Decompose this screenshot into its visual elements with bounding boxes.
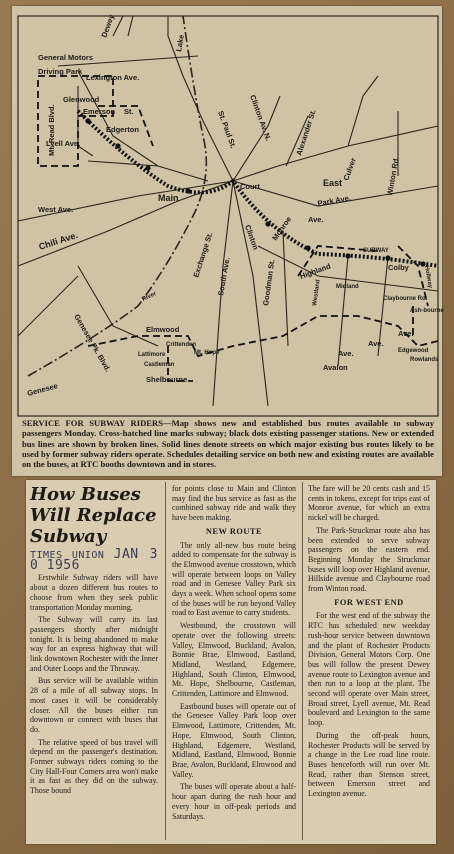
map-label-highland: Highland (298, 261, 332, 281)
map-label-west-ave: West Ave. (38, 205, 74, 214)
map-label-avalon: Avalon (323, 363, 348, 372)
article-paragraph: The relative speed of bus travel will depend on the passenger's destination. Former subways riders coming to the City Hall-Four Corners area won't make it as fast as they did on the subway. Those bound (30, 737, 158, 796)
map-label-dewey: Dewey (99, 13, 117, 39)
stamp-date: JAN 3 0 1956 (30, 547, 158, 573)
map-caption: SERVICE FOR SUBWAY RIDERS—Map shows new and established bus routes available to subway passengers Monday. Cross-hatched line marks subway; black dots existing passenger stations. New or extended bus lines are shown by broken lines. Solid lines denote streets on which major existing bus routes likely to be used by former subway riders operate. Schedules detailing service on both new and existing routes are available on the buses, at RTC booths downtown and in stores. (22, 418, 434, 470)
article-column-2 (172, 484, 296, 824)
map-label-lattimore: Lattimore (138, 352, 166, 358)
map-label-alexander: Alexander St. (294, 108, 318, 157)
map-label-midland: Midland (336, 284, 359, 290)
map-label-main: Main (158, 193, 179, 203)
map-label-goodman: Goodman St. (261, 258, 277, 307)
map-label-clinton: Clinton (243, 223, 261, 251)
map-label-river: River (141, 291, 158, 303)
map-label-rowlands: Rowlands (410, 357, 439, 363)
map-label-mt-hope: Mt. Hope (194, 350, 220, 356)
article-paragraph: For the west end of the subway the RTC has scheduled new weekday rush-hour service between downtown and the plant of Rochester Products Division, General Motors Corp. One bus will follow the present Dewey avenue route to Lexington avenue and then run to a loop at the plant. The second will operate over Main street, Broad street, Lyell avenue, Mt. Read boulevard and Lexington to the same loop. (308, 611, 430, 728)
article-paragraph: Eastbound buses will operate out of the Genesee Valley Park loop over Elmwood, Lattimore, Crittenden, Mt. Hope, Elmwood, South Clinton, Highland, Edgemere, Westland, Midland, Eastland, Elmwood, Bonnie Brae, Avalon, Buckland, Elmwood and Valley. (172, 701, 296, 779)
article-paragraph: The buses will operate about a half-hour apart during the rush hour and every hour in off-peak periods and Saturdays. (172, 782, 296, 821)
article-paragraph: Westbound, the crosstown will operate over the following streets: Valley, Elmwood, Buckland, Avalon, Bonnie Brae, Elmwood, Eastland, Midland, Westland, Edgemere, Highland, South Clinton, Elmwood, Mt. Hope, Shelbourne, Castleman, Crittenden, Lattimore and Elmwood. (172, 621, 296, 699)
map-label-lexington: Lexington Ave. (86, 73, 140, 82)
section-heading-new-route: NEW ROUTE (205, 526, 263, 536)
map-label-subway: SUBWAY (363, 248, 389, 254)
date-stamp (30, 547, 158, 573)
map-label-ave2: Ave. (398, 329, 414, 338)
map-label-emerson: Emerson (83, 107, 116, 116)
map-label-east: East (323, 178, 343, 188)
map-label-st: St. (124, 107, 134, 116)
map-label-monroe: Monroe (270, 214, 294, 243)
article-paragraph: The Subway will carry its last passengers shortly after midnight tonight. It is being abandoned to make way for an express highway that will link downtown Rochester with the Inner and Outer Loops and the Thruway. (30, 615, 158, 673)
article-column-1 (30, 484, 158, 799)
section-heading-west-end: FOR WEST END (334, 597, 404, 607)
headline-line-2: Will Replace (30, 505, 157, 526)
map-label-chili: Chili Ave. (37, 229, 79, 252)
map-label-south: South Ave. (216, 256, 232, 297)
map-label-park-ave: Park Ave. (316, 193, 352, 208)
map-label-castleman: Castleman (144, 362, 175, 368)
map-label-ave3: Ave. (338, 349, 354, 358)
map-label-mt-read: Mt. Read Blvd. (47, 104, 56, 156)
map-label-exchange: Exchange St. (191, 231, 215, 279)
article-paragraph: During the off-peak hours, Rochester Products will be served by a change in the Lee road line route. Buses henceforth will run over Mt. Read, rather than Stenson street, between Emerson street and Lexington avenue. (308, 730, 430, 799)
map-label-colby: Colby (388, 263, 409, 272)
map-clipping (12, 6, 442, 476)
headline-line-3: Subway (30, 526, 107, 547)
map-label-edgerton: Edgerton (106, 125, 139, 134)
article-paragraph: Erstwhile Subway riders will have about a dozen different bus routes to choose from when they seek public transportation Monday morning. (30, 573, 158, 612)
map-label-ave: Ave. (308, 215, 324, 224)
headline-line-1: How Buses (30, 484, 141, 505)
map-label-court: Court (240, 182, 260, 191)
map-label-winton: Winton Rd. (385, 155, 401, 197)
map-label-lyell: Lyell Ave. (46, 139, 81, 148)
route-map (18, 13, 444, 416)
map-label-lake: Lake (174, 33, 186, 53)
column-rule (165, 482, 166, 840)
map-label-general-motors: General Motors (38, 53, 94, 62)
article-clipping (26, 480, 436, 844)
map-label-st-paul: St. Paul St. (216, 109, 238, 150)
map-label-culver: Culver (341, 156, 358, 182)
article-paragraph: The fare will be 20 cents cash and 15 cents in tokens, except for trips east of Monroe avenue, for which an extra nickel will be charged. (308, 484, 430, 523)
stamp-paper-name: TIMES UNION (30, 550, 105, 561)
article-paragraph: The Park-Struckmar route also has been extended to serve subway passengers on the eastern end. Beginning Monday the Struckmar buses will loop over Highland avenue, Hillside avenue and Claybourne road from Winton road. (308, 525, 430, 594)
map-label-edgewood: Edgewood (398, 348, 429, 354)
column-rule (302, 482, 303, 840)
new-bus-routes (38, 76, 438, 381)
map-label-hollway: Hollway (423, 265, 433, 289)
article-column-3 (308, 484, 430, 802)
map-label-glenwood: Glenwood (63, 95, 100, 104)
article-headline (30, 484, 158, 547)
map-label-shelbourne: Shelbourne (146, 375, 188, 384)
article-paragraph: The only all-new bus route being added to compensate for the subway is the Elmwood avenue crosstown, which will operate between loops on Valley road and in Genesee Valley Park six days a week. When school opens some of the buses will be run beyond Valley road to East avenue to carry students. (172, 540, 296, 618)
map-label-clinton-n: Clinton Av. N. (248, 93, 274, 142)
map-label-driving-park: Driving Park (38, 67, 83, 76)
map-label-elmwood: Elmwood (146, 325, 180, 334)
map-label-elmwood-ave: Ave. (368, 339, 384, 348)
map-label-crittenden: Crittenden (166, 342, 196, 348)
map-label-ashbourne: Ash-bourne (410, 308, 444, 314)
map-label-genesee: Genesee (26, 381, 59, 398)
article-paragraph: Bus service will be available within 28 of a mile of all subway stops. In most cases it will be considerably closer. All the buses either run downtown or connect with buses that do. (30, 676, 158, 734)
article-paragraph: for points close to Main and Clinton may find the bus service as fast as the combined subway ride and walk they have been making. (172, 484, 296, 523)
map-label-genesee-pk: Genesee Pk. Blvd. (72, 312, 113, 374)
map-label-westland: Westland (312, 279, 322, 307)
map-label-claybourne: Claybourne Rd. (383, 296, 428, 302)
